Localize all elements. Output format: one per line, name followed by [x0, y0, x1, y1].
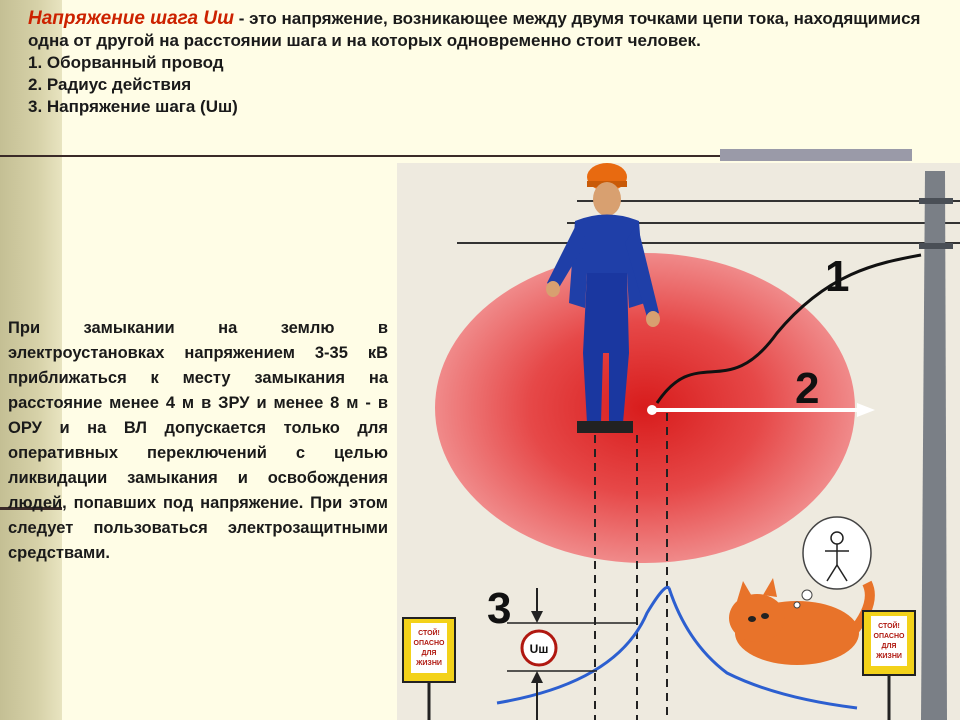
illustration-canvas: [397, 163, 960, 720]
definition-block: [28, 8, 943, 118]
step-voltage-illustration: [397, 163, 960, 720]
divider-line: [0, 155, 720, 157]
voltage-symbol: Uш: [529, 642, 549, 656]
sign-line: ДЛЯ: [421, 650, 437, 657]
list-item: 3. Напряжение шага (Uш): [28, 97, 238, 116]
definition-text: - это напряжение, возникающее между двумя точками цепи тока, находящимися одна от другой на расстоянии шага и на которых одновременно стоит человек.: [28, 9, 921, 50]
definition-paragraph: [28, 8, 943, 52]
list-item: 2. Радиус действия: [28, 75, 192, 94]
sign-line: ДЛЯ: [881, 643, 897, 650]
definition-term: Напряжение шага Uш: [28, 8, 234, 29]
sign-line: ЖИЗНИ: [416, 660, 442, 667]
label-3: 3: [487, 584, 512, 633]
sign-line: ОПАСНО: [413, 640, 445, 647]
safety-rule-paragraph: При замыкании на землю в электроустановках напряжением 3-35 кВ приближаться к месту замыкания на расстояние менее 4 м в ЗРУ и менее 8 м - в ОРУ и на ВЛ допускается только для оперативных переключений с целью ликвидации замыкания и освобождения людей, попавших под напряжение. При этом следует пользоваться электрозащитными средствами.: [8, 319, 388, 562]
list-item: 1. Оборванный провод: [28, 53, 224, 72]
label-1: 1: [825, 252, 850, 301]
label-2: 2: [795, 364, 820, 413]
sign-line: ОПАСНО: [873, 633, 905, 640]
sign-line: СТОЙ!: [878, 623, 900, 630]
sign-line: ЖИЗНИ: [876, 653, 902, 660]
sign-line: СТОЙ!: [418, 630, 440, 637]
divider-accent-bar: [720, 149, 912, 161]
